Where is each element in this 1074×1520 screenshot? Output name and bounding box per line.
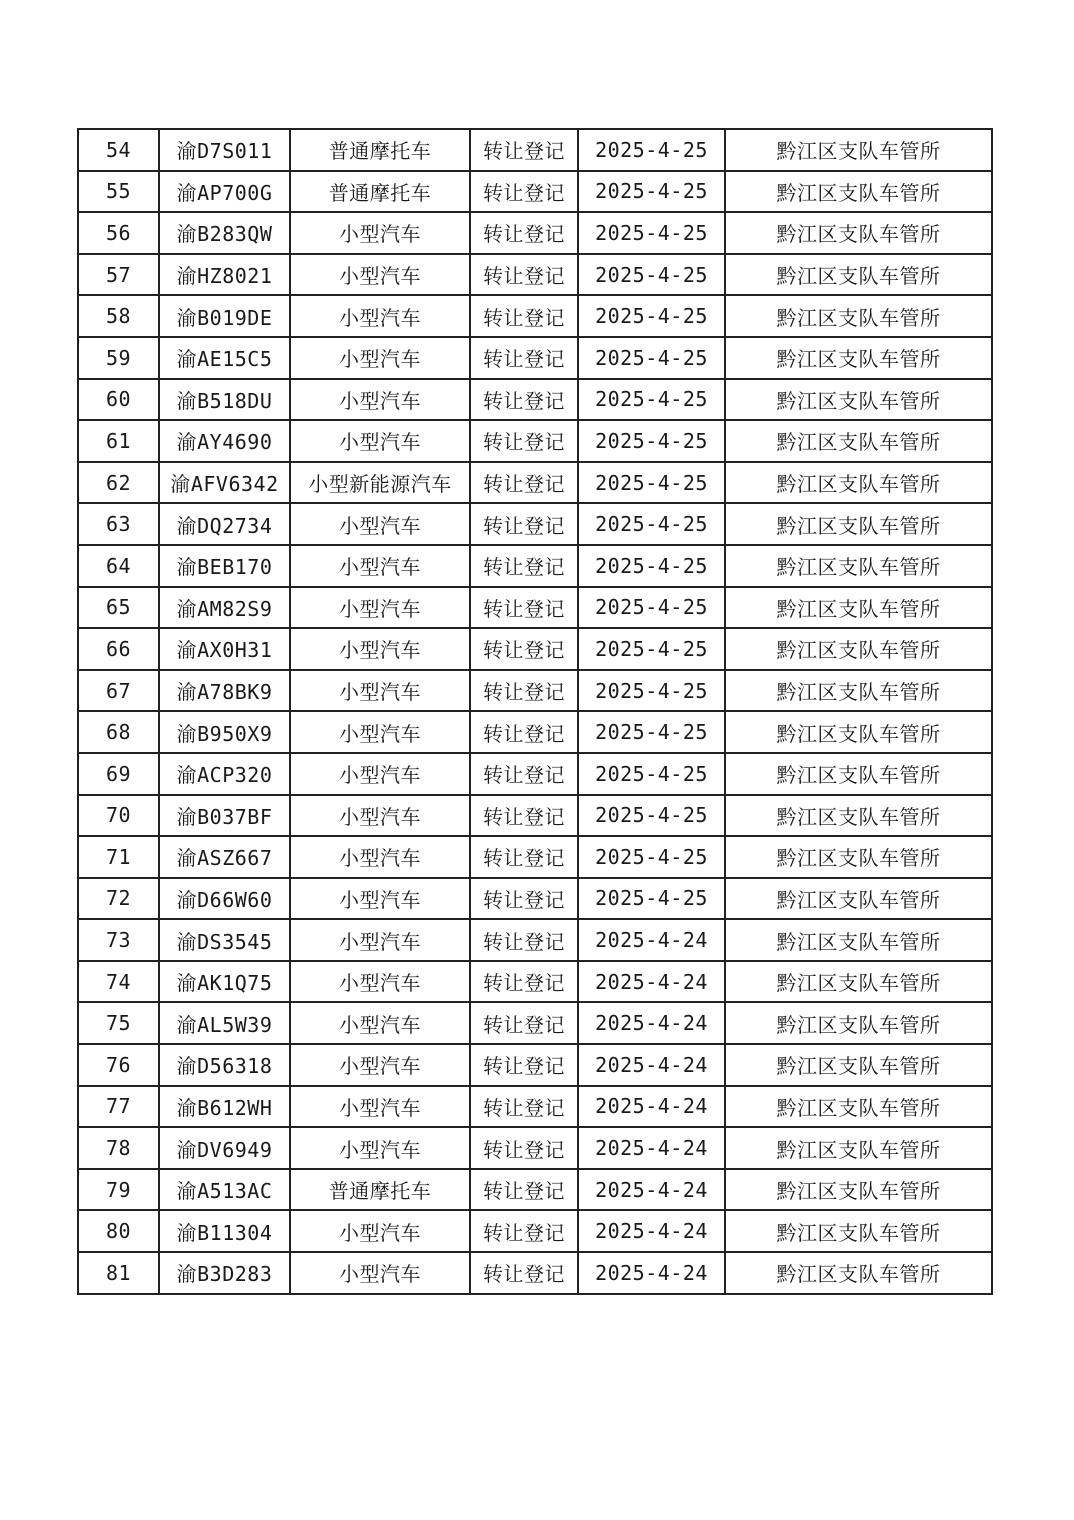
business-type: 转让登记: [470, 503, 578, 545]
plate-number: 渝AM82S9: [159, 587, 290, 629]
plate-number: 渝DS3545: [159, 919, 290, 961]
vehicle-type: 小型汽车: [290, 711, 470, 753]
business-type: 转让登记: [470, 337, 578, 379]
vehicle-type: 小型汽车: [290, 337, 470, 379]
vehicle-type: 小型汽车: [290, 503, 470, 545]
office-name: 黔江区支队车管所: [725, 379, 992, 421]
table-row: [78, 961, 992, 1003]
registration-date: 2025-4-25: [578, 753, 725, 795]
registration-date: 2025-4-25: [578, 171, 725, 213]
vehicle-type: 小型汽车: [290, 795, 470, 837]
business-type: 转让登记: [470, 878, 578, 920]
registration-date: 2025-4-25: [578, 295, 725, 337]
vehicle-type: 小型汽车: [290, 379, 470, 421]
row-number: 69: [78, 753, 159, 795]
business-type: 转让登记: [470, 795, 578, 837]
table-row: [78, 670, 992, 712]
vehicle-type: 小型汽车: [290, 1086, 470, 1128]
plate-number: 渝HZ8021: [159, 254, 290, 296]
business-type: 转让登记: [470, 420, 578, 462]
plate-number: 渝AY4690: [159, 420, 290, 462]
table-row: [78, 254, 992, 296]
vehicle-type: 小型汽车: [290, 670, 470, 712]
office-name: 黔江区支队车管所: [725, 587, 992, 629]
office-name: 黔江区支队车管所: [725, 212, 992, 254]
row-number: 61: [78, 420, 159, 462]
office-name: 黔江区支队车管所: [725, 1086, 992, 1128]
table-row: [78, 628, 992, 670]
business-type: 转让登记: [470, 254, 578, 296]
business-type: 转让登记: [470, 212, 578, 254]
table-body: [78, 129, 992, 1294]
registration-date: 2025-4-25: [578, 587, 725, 629]
vehicle-type: 小型汽车: [290, 753, 470, 795]
plate-number: 渝AK1Q75: [159, 961, 290, 1003]
business-type: 转让登记: [470, 961, 578, 1003]
office-name: 黔江区支队车管所: [725, 795, 992, 837]
table-row: [78, 711, 992, 753]
registration-date: 2025-4-25: [578, 878, 725, 920]
table-row: [78, 919, 992, 961]
registration-table: [77, 128, 993, 1295]
registration-date: 2025-4-25: [578, 503, 725, 545]
office-name: 黔江区支队车管所: [725, 836, 992, 878]
row-number: 56: [78, 212, 159, 254]
row-number: 54: [78, 129, 159, 171]
vehicle-type: 小型汽车: [290, 1127, 470, 1169]
plate-number: 渝ASZ667: [159, 836, 290, 878]
registration-date: 2025-4-25: [578, 711, 725, 753]
row-number: 62: [78, 462, 159, 504]
registration-date: 2025-4-24: [578, 919, 725, 961]
business-type: 转让登记: [470, 753, 578, 795]
registration-date: 2025-4-25: [578, 254, 725, 296]
table-row: [78, 1210, 992, 1252]
office-name: 黔江区支队车管所: [725, 503, 992, 545]
table-row: [78, 795, 992, 837]
table-row: [78, 1169, 992, 1211]
plate-number: 渝D56318: [159, 1044, 290, 1086]
registration-date: 2025-4-24: [578, 1086, 725, 1128]
plate-number: 渝AX0H31: [159, 628, 290, 670]
registration-date: 2025-4-24: [578, 1252, 725, 1294]
row-number: 66: [78, 628, 159, 670]
office-name: 黔江区支队车管所: [725, 1252, 992, 1294]
office-name: 黔江区支队车管所: [725, 171, 992, 213]
office-name: 黔江区支队车管所: [725, 919, 992, 961]
vehicle-type: 小型汽车: [290, 212, 470, 254]
plate-number: 渝B283QW: [159, 212, 290, 254]
office-name: 黔江区支队车管所: [725, 961, 992, 1003]
plate-number: 渝AE15C5: [159, 337, 290, 379]
business-type: 转让登记: [470, 1127, 578, 1169]
plate-number: 渝BEB170: [159, 545, 290, 587]
table-row: [78, 545, 992, 587]
registration-date: 2025-4-24: [578, 1002, 725, 1044]
row-number: 81: [78, 1252, 159, 1294]
plate-number: 渝D66W60: [159, 878, 290, 920]
table-row: [78, 1127, 992, 1169]
plate-number: 渝ACP320: [159, 753, 290, 795]
vehicle-type: 小型汽车: [290, 545, 470, 587]
vehicle-type: 小型汽车: [290, 587, 470, 629]
plate-number: 渝B950X9: [159, 711, 290, 753]
table-row: [78, 212, 992, 254]
registration-date: 2025-4-25: [578, 212, 725, 254]
table-row: [78, 1044, 992, 1086]
plate-number: 渝DQ2734: [159, 503, 290, 545]
office-name: 黔江区支队车管所: [725, 1210, 992, 1252]
vehicle-type: 小型汽车: [290, 295, 470, 337]
row-number: 65: [78, 587, 159, 629]
table-row: [78, 462, 992, 504]
table-row: [78, 1002, 992, 1044]
table-row: [78, 753, 992, 795]
office-name: 黔江区支队车管所: [725, 670, 992, 712]
vehicle-type: 小型汽车: [290, 919, 470, 961]
office-name: 黔江区支队车管所: [725, 878, 992, 920]
vehicle-type: 小型汽车: [290, 1002, 470, 1044]
business-type: 转让登记: [470, 836, 578, 878]
plate-number: 渝B518DU: [159, 379, 290, 421]
table-row: [78, 503, 992, 545]
registration-date: 2025-4-25: [578, 836, 725, 878]
business-type: 转让登记: [470, 670, 578, 712]
plate-number: 渝A78BK9: [159, 670, 290, 712]
registration-date: 2025-4-25: [578, 462, 725, 504]
table-row: [78, 1252, 992, 1294]
row-number: 75: [78, 1002, 159, 1044]
business-type: 转让登记: [470, 1210, 578, 1252]
business-type: 转让登记: [470, 1252, 578, 1294]
plate-number: 渝D7S011: [159, 129, 290, 171]
registration-date: 2025-4-25: [578, 628, 725, 670]
row-number: 60: [78, 379, 159, 421]
row-number: 77: [78, 1086, 159, 1128]
row-number: 74: [78, 961, 159, 1003]
plate-number: 渝AL5W39: [159, 1002, 290, 1044]
table-row: [78, 171, 992, 213]
row-number: 80: [78, 1210, 159, 1252]
vehicle-type: 小型新能源汽车: [290, 462, 470, 504]
row-number: 63: [78, 503, 159, 545]
office-name: 黔江区支队车管所: [725, 753, 992, 795]
row-number: 58: [78, 295, 159, 337]
office-name: 黔江区支队车管所: [725, 545, 992, 587]
registration-date: 2025-4-25: [578, 129, 725, 171]
registration-date: 2025-4-24: [578, 1210, 725, 1252]
office-name: 黔江区支队车管所: [725, 1127, 992, 1169]
row-number: 59: [78, 337, 159, 379]
row-number: 71: [78, 836, 159, 878]
office-name: 黔江区支队车管所: [725, 420, 992, 462]
row-number: 73: [78, 919, 159, 961]
plate-number: 渝B037BF: [159, 795, 290, 837]
vehicle-type: 小型汽车: [290, 878, 470, 920]
vehicle-type: 小型汽车: [290, 420, 470, 462]
registration-date: 2025-4-24: [578, 961, 725, 1003]
plate-number: 渝B612WH: [159, 1086, 290, 1128]
row-number: 67: [78, 670, 159, 712]
business-type: 转让登记: [470, 379, 578, 421]
office-name: 黔江区支队车管所: [725, 1002, 992, 1044]
vehicle-type: 普通摩托车: [290, 129, 470, 171]
business-type: 转让登记: [470, 545, 578, 587]
business-type: 转让登记: [470, 711, 578, 753]
row-number: 68: [78, 711, 159, 753]
row-number: 79: [78, 1169, 159, 1211]
table-row: [78, 379, 992, 421]
vehicle-type: 小型汽车: [290, 961, 470, 1003]
plate-number: 渝A513AC: [159, 1169, 290, 1211]
plate-number: 渝AP700G: [159, 171, 290, 213]
office-name: 黔江区支队车管所: [725, 462, 992, 504]
business-type: 转让登记: [470, 587, 578, 629]
table-row: [78, 337, 992, 379]
business-type: 转让登记: [470, 129, 578, 171]
registration-date: 2025-4-25: [578, 545, 725, 587]
plate-number: 渝B11304: [159, 1210, 290, 1252]
business-type: 转让登记: [470, 628, 578, 670]
table-row: [78, 420, 992, 462]
row-number: 78: [78, 1127, 159, 1169]
office-name: 黔江区支队车管所: [725, 1044, 992, 1086]
registration-date: 2025-4-25: [578, 337, 725, 379]
office-name: 黔江区支队车管所: [725, 628, 992, 670]
vehicle-type: 普通摩托车: [290, 171, 470, 213]
vehicle-type: 小型汽车: [290, 1210, 470, 1252]
registration-date: 2025-4-24: [578, 1044, 725, 1086]
registration-date: 2025-4-25: [578, 420, 725, 462]
table-row: [78, 1086, 992, 1128]
office-name: 黔江区支队车管所: [725, 337, 992, 379]
business-type: 转让登记: [470, 1169, 578, 1211]
table-row: [78, 836, 992, 878]
office-name: 黔江区支队车管所: [725, 1169, 992, 1211]
vehicle-type: 小型汽车: [290, 254, 470, 296]
plate-number: 渝B3D283: [159, 1252, 290, 1294]
row-number: 76: [78, 1044, 159, 1086]
business-type: 转让登记: [470, 1044, 578, 1086]
registration-date: 2025-4-25: [578, 670, 725, 712]
registration-date: 2025-4-24: [578, 1127, 725, 1169]
registration-date: 2025-4-25: [578, 379, 725, 421]
row-number: 55: [78, 171, 159, 213]
table-row: [78, 587, 992, 629]
office-name: 黔江区支队车管所: [725, 295, 992, 337]
business-type: 转让登记: [470, 462, 578, 504]
vehicle-type: 小型汽车: [290, 1252, 470, 1294]
business-type: 转让登记: [470, 171, 578, 213]
business-type: 转让登记: [470, 919, 578, 961]
vehicle-type: 小型汽车: [290, 836, 470, 878]
business-type: 转让登记: [470, 1086, 578, 1128]
business-type: 转让登记: [470, 1002, 578, 1044]
business-type: 转让登记: [470, 295, 578, 337]
table-row: [78, 295, 992, 337]
registration-date: 2025-4-25: [578, 795, 725, 837]
row-number: 57: [78, 254, 159, 296]
vehicle-type: 小型汽车: [290, 628, 470, 670]
office-name: 黔江区支队车管所: [725, 711, 992, 753]
row-number: 70: [78, 795, 159, 837]
office-name: 黔江区支队车管所: [725, 129, 992, 171]
vehicle-type: 普通摩托车: [290, 1169, 470, 1211]
plate-number: 渝B019DE: [159, 295, 290, 337]
vehicle-type: 小型汽车: [290, 1044, 470, 1086]
plate-number: 渝DV6949: [159, 1127, 290, 1169]
plate-number: 渝AFV6342: [159, 462, 290, 504]
table-row: [78, 129, 992, 171]
row-number: 64: [78, 545, 159, 587]
row-number: 72: [78, 878, 159, 920]
registration-date: 2025-4-24: [578, 1169, 725, 1211]
table-row: [78, 878, 992, 920]
office-name: 黔江区支队车管所: [725, 254, 992, 296]
